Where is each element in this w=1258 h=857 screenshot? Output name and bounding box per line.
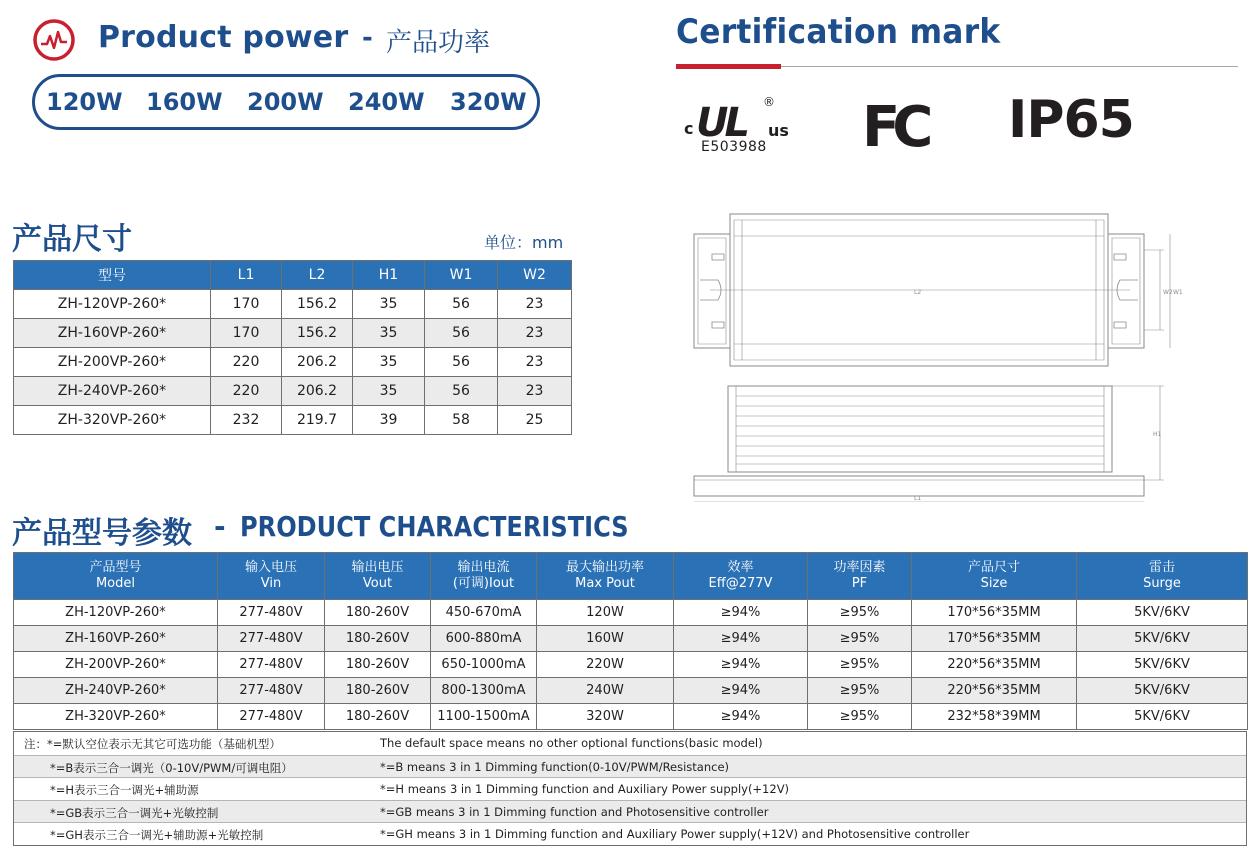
header-efficiency: 效率 Eff@277V bbox=[674, 553, 808, 600]
label-l2: L2 bbox=[914, 289, 922, 296]
cell-size: 220*56*35MM bbox=[912, 652, 1077, 678]
size-header-h1: H1 bbox=[353, 261, 425, 290]
size-unit-label: 单位：mm bbox=[484, 233, 564, 252]
cell-pf: ≥95% bbox=[808, 704, 912, 730]
top-view bbox=[694, 214, 1183, 366]
ip-rating: IP65 bbox=[1008, 90, 1134, 150]
size-cell-w1: 56 bbox=[425, 348, 498, 377]
size-cell-h1: 39 bbox=[353, 406, 425, 435]
table-row bbox=[14, 626, 1248, 652]
wattage-option: 200W bbox=[247, 88, 324, 116]
note-row bbox=[14, 822, 1246, 845]
cell-vin: 277-480V bbox=[218, 704, 325, 730]
size-cell-w2: 25 bbox=[498, 406, 572, 435]
size-cell-h1: 35 bbox=[353, 290, 425, 319]
fcc-letters: FC bbox=[862, 96, 926, 152]
note-cn: *=B表示三合一调光（0-10V/PWM/可调电阻） bbox=[50, 760, 293, 775]
cell-vin: 277-480V bbox=[218, 678, 325, 704]
cell-max-pout: 240W bbox=[537, 678, 674, 704]
certification-title: Certification mark bbox=[676, 12, 1001, 52]
note-row bbox=[14, 732, 1246, 755]
cell-surge: 5KV/6KV bbox=[1077, 626, 1248, 652]
size-section-title: 产品尺寸 bbox=[12, 222, 132, 257]
dimension-drawing bbox=[690, 210, 1190, 502]
size-cell-w1: 56 bbox=[425, 319, 498, 348]
cell-vin: 277-480V bbox=[218, 652, 325, 678]
wattage-option: 240W bbox=[348, 88, 425, 116]
fcc-mark bbox=[862, 96, 942, 152]
wattage-option: 120W bbox=[46, 88, 123, 116]
cell-vout: 180-260V bbox=[325, 652, 431, 678]
table-row bbox=[14, 406, 572, 435]
label-h1: H1 bbox=[1153, 431, 1162, 438]
size-cell-l2: 206.2 bbox=[282, 377, 353, 406]
size-cell-h1: 35 bbox=[353, 319, 425, 348]
characteristics-title-cn: 产品型号参数 bbox=[12, 516, 192, 551]
table-row bbox=[14, 678, 1248, 704]
note-en: *=GH means 3 in 1 Dimming function and Auxiliary Power supply(+12V) and Photosensitive controller bbox=[380, 827, 970, 841]
cell-max-pout: 220W bbox=[537, 652, 674, 678]
cell-efficiency: ≥94% bbox=[674, 600, 808, 626]
cell-vin: 277-480V bbox=[218, 626, 325, 652]
characteristics-separator: - bbox=[214, 510, 226, 543]
wattage-option: 320W bbox=[450, 88, 527, 116]
note-en: *=GB means 3 in 1 Dimming function and Photosensitive controller bbox=[380, 804, 769, 819]
cell-efficiency: ≥94% bbox=[674, 704, 808, 730]
note-row bbox=[14, 755, 1246, 778]
table-row bbox=[14, 377, 572, 406]
size-cell-l1: 220 bbox=[211, 377, 282, 406]
note-cn: *=GB表示三合一调光+光敏控制 bbox=[50, 805, 219, 820]
cell-surge: 5KV/6KV bbox=[1077, 600, 1248, 626]
cell-size: 170*56*35MM bbox=[912, 626, 1077, 652]
cell-vout: 180-260V bbox=[325, 626, 431, 652]
label-w2: W2 bbox=[1163, 289, 1173, 296]
ul-c-letter: c bbox=[684, 119, 694, 138]
cell-model: ZH-320VP-260* bbox=[14, 704, 218, 730]
label-w1: W1 bbox=[1173, 289, 1183, 296]
product-power-title: Product power bbox=[98, 20, 349, 55]
cell-model: ZH-200VP-260* bbox=[14, 652, 218, 678]
size-cell-h1: 35 bbox=[353, 348, 425, 377]
cell-surge: 5KV/6KV bbox=[1077, 652, 1248, 678]
table-row bbox=[14, 704, 1248, 730]
size-cell-model: ZH-160VP-260* bbox=[14, 319, 211, 348]
size-cell-w2: 23 bbox=[498, 377, 572, 406]
size-cell-w2: 23 bbox=[498, 319, 572, 348]
size-cell-l2: 219.7 bbox=[282, 406, 353, 435]
cell-vout: 180-260V bbox=[325, 600, 431, 626]
cell-size: 220*56*35MM bbox=[912, 678, 1077, 704]
size-header-l2: L2 bbox=[282, 261, 353, 290]
ul-us-letters: us bbox=[768, 121, 789, 140]
product-power-separator: - bbox=[362, 23, 373, 53]
cell-iout: 450-670mA bbox=[431, 600, 537, 626]
note-en: *=B means 3 in 1 Dimming function(0-10V/PWM/Resistance) bbox=[380, 759, 730, 774]
cell-iout: 1100-1500mA bbox=[431, 704, 537, 730]
cell-pf: ≥95% bbox=[808, 600, 912, 626]
cell-surge: 5KV/6KV bbox=[1077, 704, 1248, 730]
size-cell-w1: 56 bbox=[425, 290, 498, 319]
size-cell-l1: 220 bbox=[211, 348, 282, 377]
size-cell-w1: 58 bbox=[425, 406, 498, 435]
size-cell-l1: 170 bbox=[211, 319, 282, 348]
characteristics-title-en: PRODUCT CHARACTERISTICS bbox=[240, 510, 629, 543]
header-model: 产品型号 Model bbox=[14, 553, 218, 600]
size-cell-w1: 56 bbox=[425, 377, 498, 406]
size-table-header-row bbox=[14, 261, 572, 290]
size-cell-w2: 23 bbox=[498, 290, 572, 319]
cell-model: ZH-240VP-260* bbox=[14, 678, 218, 704]
note-cn: 注：*=默认空位表示无其它可选功能（基础机型） bbox=[24, 737, 281, 751]
header-surge: 雷击 Surge bbox=[1077, 553, 1248, 600]
table-row bbox=[14, 319, 572, 348]
cell-vin: 277-480V bbox=[218, 600, 325, 626]
cell-model: ZH-160VP-260* bbox=[14, 626, 218, 652]
header-size: 产品尺寸 Size bbox=[912, 553, 1077, 600]
size-cell-l1: 232 bbox=[211, 406, 282, 435]
size-cell-model: ZH-320VP-260* bbox=[14, 406, 211, 435]
table-row bbox=[14, 290, 572, 319]
cell-max-pout: 320W bbox=[537, 704, 674, 730]
note-en: *=H means 3 in 1 Dimming function and Auxiliary Power supply(+12V) bbox=[380, 782, 790, 796]
table-row bbox=[14, 652, 1248, 678]
note-cn: *=GH表示三合一调光+辅助源+光敏控制 bbox=[50, 828, 264, 842]
size-table bbox=[13, 260, 572, 435]
cell-efficiency: ≥94% bbox=[674, 626, 808, 652]
wattage-option: 160W bbox=[146, 88, 223, 116]
size-cell-h1: 35 bbox=[353, 377, 425, 406]
note-row bbox=[14, 777, 1246, 800]
header-pf: 功率因素 PF bbox=[808, 553, 912, 600]
cell-vout: 180-260V bbox=[325, 704, 431, 730]
label-l1: L1 bbox=[914, 495, 922, 502]
table-row bbox=[14, 600, 1248, 626]
size-cell-l1: 170 bbox=[211, 290, 282, 319]
cell-efficiency: ≥94% bbox=[674, 678, 808, 704]
note-cn: *=H表示三合一调光+辅助源 bbox=[50, 783, 199, 797]
cell-iout: 600-880mA bbox=[431, 626, 537, 652]
cell-surge: 5KV/6KV bbox=[1077, 678, 1248, 704]
product-power-title-cn: 产品功率 bbox=[386, 28, 491, 58]
cell-iout: 650-1000mA bbox=[431, 652, 537, 678]
cell-size: 170*56*35MM bbox=[912, 600, 1077, 626]
header-vin: 输入电压 Vin bbox=[218, 553, 325, 600]
size-cell-model: ZH-200VP-260* bbox=[14, 348, 211, 377]
size-cell-model: ZH-240VP-260* bbox=[14, 377, 211, 406]
size-cell-l2: 156.2 bbox=[282, 319, 353, 348]
cell-size: 232*58*39MM bbox=[912, 704, 1077, 730]
cell-model: ZH-120VP-260* bbox=[14, 600, 218, 626]
note-row bbox=[14, 800, 1246, 823]
ul-mark-letters: UL bbox=[696, 100, 746, 146]
size-cell-l2: 156.2 bbox=[282, 290, 353, 319]
cell-max-pout: 160W bbox=[537, 626, 674, 652]
cell-iout: 800-1300mA bbox=[431, 678, 537, 704]
cell-pf: ≥95% bbox=[808, 678, 912, 704]
cell-max-pout: 120W bbox=[537, 600, 674, 626]
size-header-l1: L1 bbox=[211, 261, 282, 290]
characteristics-header-row bbox=[14, 553, 1248, 600]
size-header-model: 型号 bbox=[14, 261, 211, 290]
side-view bbox=[694, 386, 1164, 502]
table-row bbox=[14, 348, 572, 377]
characteristics-table bbox=[13, 552, 1248, 730]
header-max-pout: 最大输出功率 Max Pout bbox=[537, 553, 674, 600]
size-header-w2: W2 bbox=[498, 261, 572, 290]
size-header-w1: W1 bbox=[425, 261, 498, 290]
cell-pf: ≥95% bbox=[808, 626, 912, 652]
certification-accent-bar bbox=[676, 64, 781, 69]
ul-file-number: E503988 bbox=[701, 139, 767, 155]
header-iout: 输出电流 (可调)Iout bbox=[431, 553, 537, 600]
note-en: The default space means no other optional functions(basic model) bbox=[380, 736, 763, 750]
size-cell-w2: 23 bbox=[498, 348, 572, 377]
power-curve-icon bbox=[32, 18, 76, 62]
header-vout: 输出电压 Vout bbox=[325, 553, 431, 600]
size-cell-model: ZH-120VP-260* bbox=[14, 290, 211, 319]
ul-registered-symbol: ® bbox=[763, 95, 775, 109]
cell-vout: 180-260V bbox=[325, 678, 431, 704]
cell-pf: ≥95% bbox=[808, 652, 912, 678]
cell-efficiency: ≥94% bbox=[674, 652, 808, 678]
size-cell-l2: 206.2 bbox=[282, 348, 353, 377]
notes-block bbox=[13, 731, 1247, 846]
